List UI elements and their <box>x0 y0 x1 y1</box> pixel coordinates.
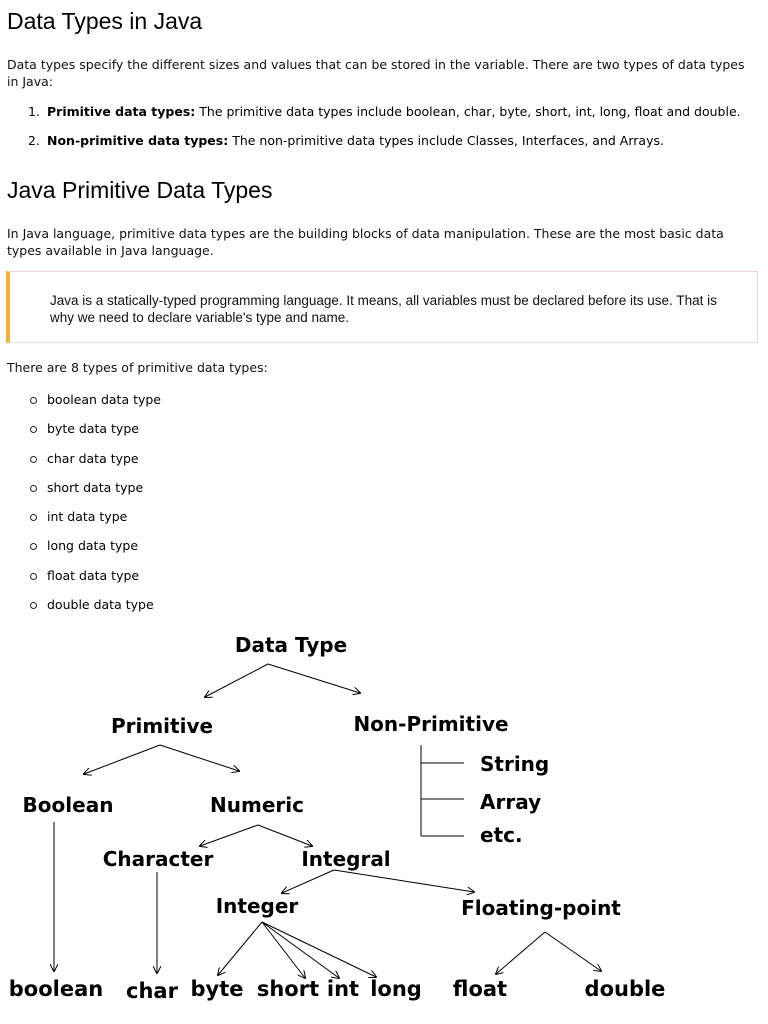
data-type-tree-diagram <box>0 620 768 1024</box>
list-item: boolean data type <box>47 391 161 420</box>
diagram-numeric-label: Numeric <box>210 793 304 817</box>
non-primitive-label: Non-primitive data types: <box>47 133 229 148</box>
diagram-etc-label: etc. <box>480 823 523 847</box>
diagram-integer-label: Integer <box>215 894 299 918</box>
note-box <box>6 271 758 343</box>
section-heading: Java Primitive Data Types <box>7 177 273 203</box>
list-item: 1. Primitive data types: The primitive data types include boolean, char, byte, short, int, long, float and double. <box>28 104 741 119</box>
diagram-leaf-long: long <box>370 977 422 1001</box>
primitive-count-text: There are 8 types of primitive data types: <box>7 360 268 375</box>
diagram-leaf-byte: byte <box>190 977 244 1001</box>
diagram-non-primitive-label: Non-Primitive <box>353 712 509 736</box>
diagram-leaf-int: int <box>326 977 360 1001</box>
tree-connectors <box>54 664 601 978</box>
diagram-floating-point-label: Floating-point <box>461 896 621 920</box>
list-item: long data type <box>47 537 161 566</box>
diagram-boolean-category-label: Boolean <box>22 793 114 817</box>
list-item: double data type <box>47 596 161 625</box>
section-paragraph: In Java language, primitive data types are the building blocks of data manipulation. These are the most basic data types available in Java language. <box>7 226 724 258</box>
diagram-leaf-char: char <box>126 979 178 1003</box>
diagram-string-label: String <box>480 752 550 776</box>
diagram-leaf-float: float <box>452 977 508 1001</box>
list-item: 2. Non-primitive data types: The non-primitive data types include Classes, Interfaces, and Arrays. <box>28 133 664 148</box>
diagram-character-label: Character <box>102 847 214 871</box>
diagram-leaf-boolean: boolean <box>8 977 104 1001</box>
diagram-array-label: Array <box>480 790 542 814</box>
diagram-leaf-double: double <box>584 977 666 1001</box>
list-item: byte data type <box>47 420 161 449</box>
list-item: int data type <box>47 508 161 537</box>
intro-paragraph: Data types specify the different sizes and values that can be stored in the variable. There are two types of data types in Java: <box>7 57 745 89</box>
primitive-types-list <box>0 391 161 625</box>
list-item: float data type <box>47 567 161 596</box>
list-item: short data type <box>47 479 161 508</box>
page-title: Data Types in Java <box>7 8 203 34</box>
primitive-label: Primitive data types: <box>47 104 196 119</box>
diagram-root-label: Data Type <box>234 633 348 657</box>
list-item: char data type <box>47 450 161 479</box>
diagram-leaf-short: short <box>256 977 320 1001</box>
diagram-primitive-label: Primitive <box>110 714 214 738</box>
note-text: Java is a statically-typed programming language. It means, all variables must be declared before its use. That is why we need to declare variable's type and name. <box>50 293 717 325</box>
data-type-categories-list <box>0 103 767 161</box>
diagram-integral-label: Integral <box>301 847 391 871</box>
